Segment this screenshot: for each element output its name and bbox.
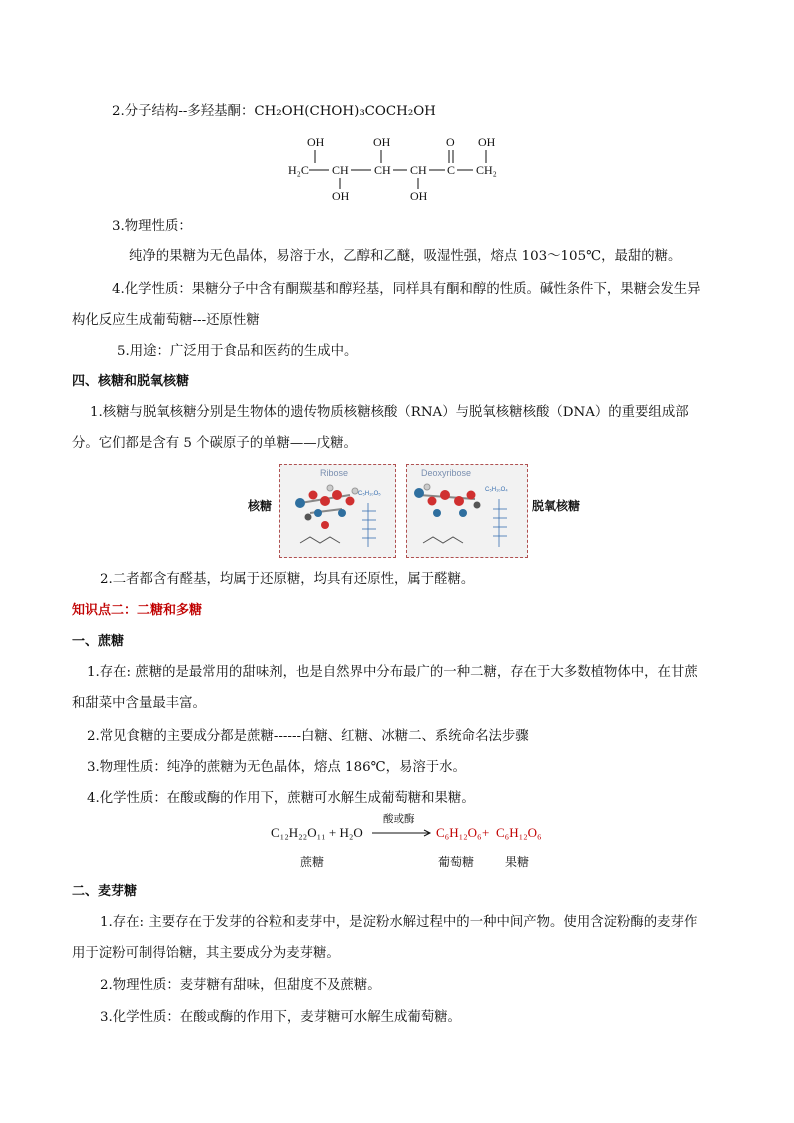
chem-text-1: 4.化学性质：果糖分子中含有酮羰基和醇羟基，同样具有酮和醇的性质。碱性条件下，果糖会发生异: [112, 282, 701, 297]
c-group: C: [447, 163, 456, 177]
reaction-product-glucose: C₆H₁₂O₆: [436, 825, 482, 840]
deoxyribose-caption: 脱氧核糖: [532, 499, 581, 513]
ribose-image: [279, 464, 396, 558]
reaction-condition: 酸或酶: [383, 813, 415, 825]
ribose-title: Ribose: [320, 468, 349, 478]
sucrose-para-1: 1.存在: 蔗糖的是最常用的甜味剂，也是自然界中分布最广的一种二糖，存在于大多数植物体中，在甘蔗: [87, 665, 698, 680]
ribose-fischer-projection: [362, 503, 376, 547]
maltose-para-3: 2.物理性质：麦芽糖有甜味，但甜度不及蔗糖。: [100, 978, 381, 993]
maltose-para-4: 3.化学性质：在酸或酶的作用下，麦芽糖可水解生成葡萄糖。: [100, 1010, 461, 1025]
ribose-para-3: 2.二者都含有醛基，均属于还原糖，均具有还原性，属于醛糖。: [100, 572, 475, 587]
maltose-para-1: 1.存在: 主要存在于发芽的谷粒和麦芽中，是淀粉水解过程中的一种中间产物。使用含淀粉酶的麦芽作: [100, 915, 698, 930]
ch-group-2: CH: [374, 163, 391, 177]
oh-bottom-2: OH: [410, 189, 428, 203]
reaction-reactants: C₁₂H₂₂O₁₁ + H₂O: [271, 825, 363, 840]
reaction-arrow: [371, 828, 433, 838]
section-heading-ribose: 四、核糖和脱氧核糖: [72, 374, 190, 389]
ch2-group: CH₂: [476, 163, 497, 177]
o-top: O: [446, 135, 455, 149]
phys-text: 纯净的果糖为无色晶体，易溶于水，乙醇和乙醚，吸湿性强，熔点 103～105℃，最甜的糖。: [129, 249, 682, 264]
label-sucrose: 蔗糖: [300, 855, 325, 869]
sucrose-para-2: 和甜菜中含量最丰富。: [72, 696, 206, 711]
ribose-molecule-model: [295, 485, 358, 529]
ch-group-3: CH: [410, 163, 427, 177]
use-text: 5.用途：广泛用于食品和医药的生成中。: [117, 344, 358, 359]
ribose-caption: 核糖: [248, 499, 273, 513]
sucrose-para-3: 2.常见食糖的主要成分都是蔗糖------白糖、红糖、冰糖二、系统命名法步骤: [87, 729, 529, 744]
h2c-group: H₂C: [288, 163, 309, 177]
reaction-product-fructose: C₆H₁₂O₆: [496, 825, 542, 840]
deoxyribose-image: [406, 464, 528, 558]
ribose-para-2: 分。它们都是含有 5 个碳原子的单糖——戊糖。: [72, 436, 357, 451]
oh-top-2: OH: [373, 135, 391, 149]
section-heading-sucrose: 一、蔗糖: [72, 634, 125, 649]
deoxyribose-formula: C₅H₁₀O₄: [485, 487, 508, 493]
sucrose-para-5: 4.化学性质：在酸或酶的作用下，蔗糖可水解生成葡萄糖和果糖。: [87, 791, 475, 806]
label-fructose: 果糖: [505, 855, 530, 869]
structure-line: 2.分子结构--多羟基酮：CH₂OH(CHOH)₃COCH₂OH: [112, 104, 436, 119]
chem-text-2: 构化反应生成葡萄糖---还原性糖: [72, 313, 260, 328]
knowledge-point-2: 知识点二：二糖和多糖: [72, 603, 203, 618]
ch-group-1: CH: [332, 163, 349, 177]
maltose-para-2: 用于淀粉可制得饴糖，其主要成分为麦芽糖。: [72, 946, 340, 961]
ribose-skeletal-formula: [300, 537, 340, 543]
reaction-plus: +: [482, 825, 490, 840]
fructose-structure-diagram: [285, 130, 525, 206]
oh-top-1: OH: [307, 135, 325, 149]
deoxyribose-molecule-model: [414, 484, 481, 517]
deoxyribose-skeletal-formula: [423, 537, 463, 543]
deoxyribose-fischer-projection: [493, 499, 507, 547]
ribose-para-1: 1.核糖与脱氧核糖分别是生物体的遗传物质核糖核酸（RNA）与脱氧核糖核酸（DNA）的重要组成部: [90, 405, 689, 420]
sucrose-para-4: 3.物理性质：纯净的蔗糖为无色晶体，熔点 186℃，易溶于水。: [87, 760, 466, 775]
oh-top-3: OH: [478, 135, 496, 149]
phys-title: 3.物理性质：: [112, 219, 192, 234]
oh-bottom-1: OH: [332, 189, 350, 203]
label-glucose: 葡萄糖: [438, 855, 475, 869]
deoxyribose-title: Deoxyribose: [421, 468, 472, 478]
ribose-formula: C₅H₁₀O₅: [358, 491, 381, 497]
section-heading-maltose: 二、麦芽糖: [72, 884, 138, 899]
